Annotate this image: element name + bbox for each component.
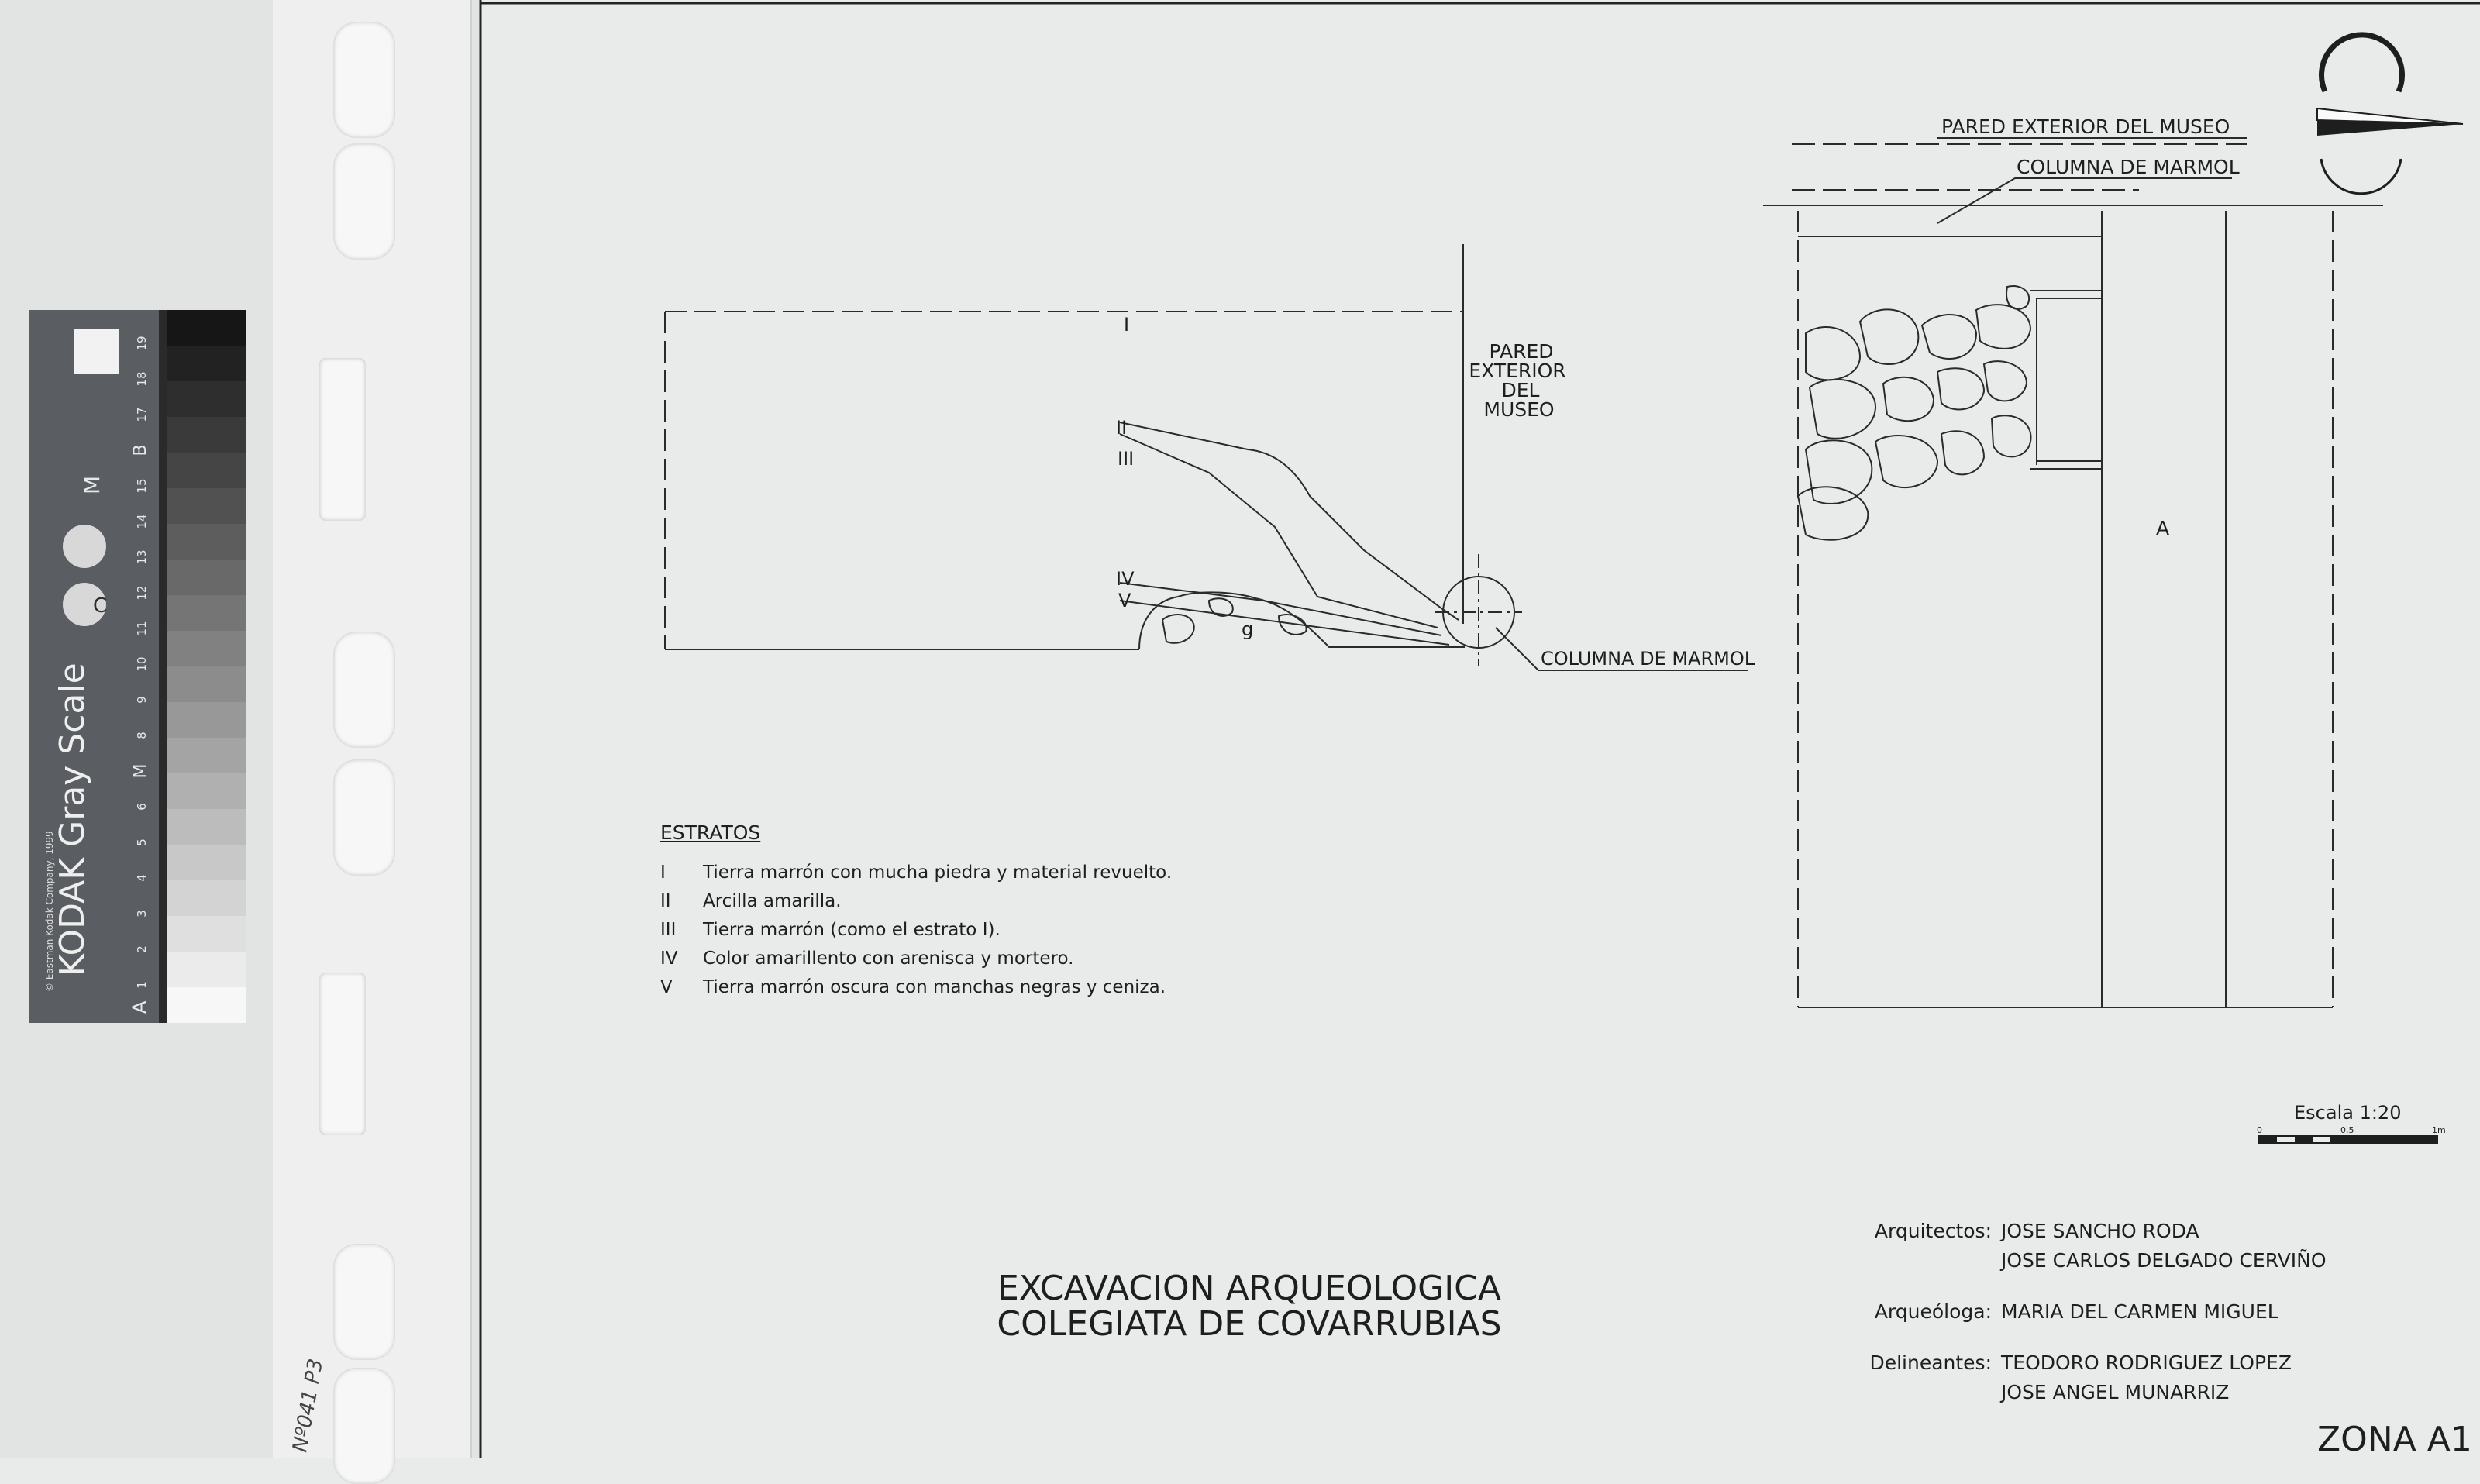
gray-step-label: 9 bbox=[135, 696, 149, 704]
zone-code: ZONA A1 bbox=[2317, 1420, 2472, 1459]
patch-letter: C bbox=[93, 594, 108, 618]
gray-step-label: 5 bbox=[135, 838, 149, 846]
legend-item: I Tierra marrón con mucha piedra y material revuelto. bbox=[660, 862, 1173, 883]
zone-label: A bbox=[2156, 517, 2170, 539]
gray-step-label: B bbox=[131, 444, 150, 456]
credit-drafters: Delineantes: TEODORO RODRIGUEZ LOPEZ JOSE ANGEL MUNARRIZ bbox=[1869, 1351, 2292, 1403]
gray-step-label: 4 bbox=[135, 874, 149, 882]
title-line-2: COLEGIATA DE COVARRUBIAS bbox=[997, 1304, 1502, 1344]
patch-letter: M bbox=[79, 475, 105, 494]
credits-block bbox=[1860, 1217, 2402, 1429]
legend-item: V Tierra marrón oscura con manchas negras y ceniza. bbox=[660, 976, 1166, 997]
title-line-1: EXCAVACION ARQUEOLOGICA bbox=[997, 1269, 1501, 1308]
fill-label: g bbox=[1242, 618, 1254, 640]
strata-legend bbox=[660, 821, 1218, 1001]
gray-step-label: 2 bbox=[135, 945, 149, 953]
gray-step-label: 3 bbox=[135, 910, 149, 918]
wall-label bbox=[1469, 340, 1566, 421]
svg-text:DEL: DEL bbox=[1501, 379, 1540, 401]
svg-text:Nº041 P3: Nº041 P3 bbox=[288, 1357, 329, 1455]
plan-wall-label: PARED EXTERIOR DEL MUSEO bbox=[1941, 115, 2230, 138]
stratigraphic-section bbox=[665, 244, 1748, 670]
svg-text:1m: 1m bbox=[2432, 1125, 2446, 1135]
credit-archaeologist: Arqueóloga: MARIA DEL CARMEN MIGUEL bbox=[1874, 1300, 2278, 1323]
svg-text:PARED: PARED bbox=[1489, 340, 1554, 363]
gray-step-label: 12 bbox=[135, 585, 149, 601]
gray-step-label: 18 bbox=[135, 371, 149, 387]
scale-label: Escala 1:20 bbox=[2294, 1102, 2402, 1124]
stratum-label: V bbox=[1118, 590, 1132, 611]
legend-item: III Tierra marrón (como el estrato I). bbox=[660, 919, 1001, 940]
gray-step-label: 19 bbox=[135, 336, 149, 351]
kodak-copyright: © Eastman Kodak Company, 1999 bbox=[44, 831, 55, 992]
gray-step-label: 6 bbox=[135, 803, 149, 811]
gray-step-label: 1 bbox=[135, 981, 149, 989]
legend-title: ESTRATOS bbox=[660, 821, 761, 844]
gray-step-label: 14 bbox=[135, 514, 149, 529]
column-label: COLUMNA DE MARMOL bbox=[1541, 648, 1755, 670]
drawing-title bbox=[978, 1271, 1521, 1342]
stratum-label: IV bbox=[1116, 568, 1135, 590]
scale-bar bbox=[2257, 1125, 2446, 1143]
svg-text:MUSEO: MUSEO bbox=[1483, 398, 1555, 421]
gray-step-label: 10 bbox=[135, 656, 149, 672]
kodak-brand-text: KODAK Gray Scale bbox=[53, 663, 92, 976]
gray-step-label: 11 bbox=[135, 621, 149, 636]
stratum-label: I bbox=[1124, 314, 1130, 336]
gray-step-label: 17 bbox=[135, 407, 149, 422]
gray-step-label: A bbox=[129, 1000, 150, 1014]
svg-text:EXTERIOR: EXTERIOR bbox=[1469, 360, 1566, 382]
gray-step-label: 15 bbox=[135, 478, 149, 494]
stratum-label: III bbox=[1118, 448, 1135, 470]
gray-step-label: 8 bbox=[135, 732, 149, 739]
credit-architects: Arquitectos: JOSE SANCHO RODA JOSE CARLOS DELGADO CERVIÑO bbox=[1874, 1220, 2327, 1272]
svg-text:0: 0 bbox=[2257, 1125, 2262, 1135]
north-arrow-icon bbox=[2317, 35, 2463, 194]
legend-item: II Arcilla amarilla. bbox=[660, 890, 842, 911]
gray-step-label: M bbox=[131, 763, 150, 779]
gray-step-label: 13 bbox=[135, 549, 149, 565]
plan-column-label: COLUMNA DE MARMOL bbox=[2017, 156, 2240, 178]
plan-view bbox=[1763, 138, 2383, 1007]
legend-item: IV Color amarillento con arenisca y mortero. bbox=[660, 948, 1074, 969]
stratum-label: II bbox=[1116, 417, 1128, 439]
svg-text:0,5: 0,5 bbox=[2340, 1125, 2354, 1135]
